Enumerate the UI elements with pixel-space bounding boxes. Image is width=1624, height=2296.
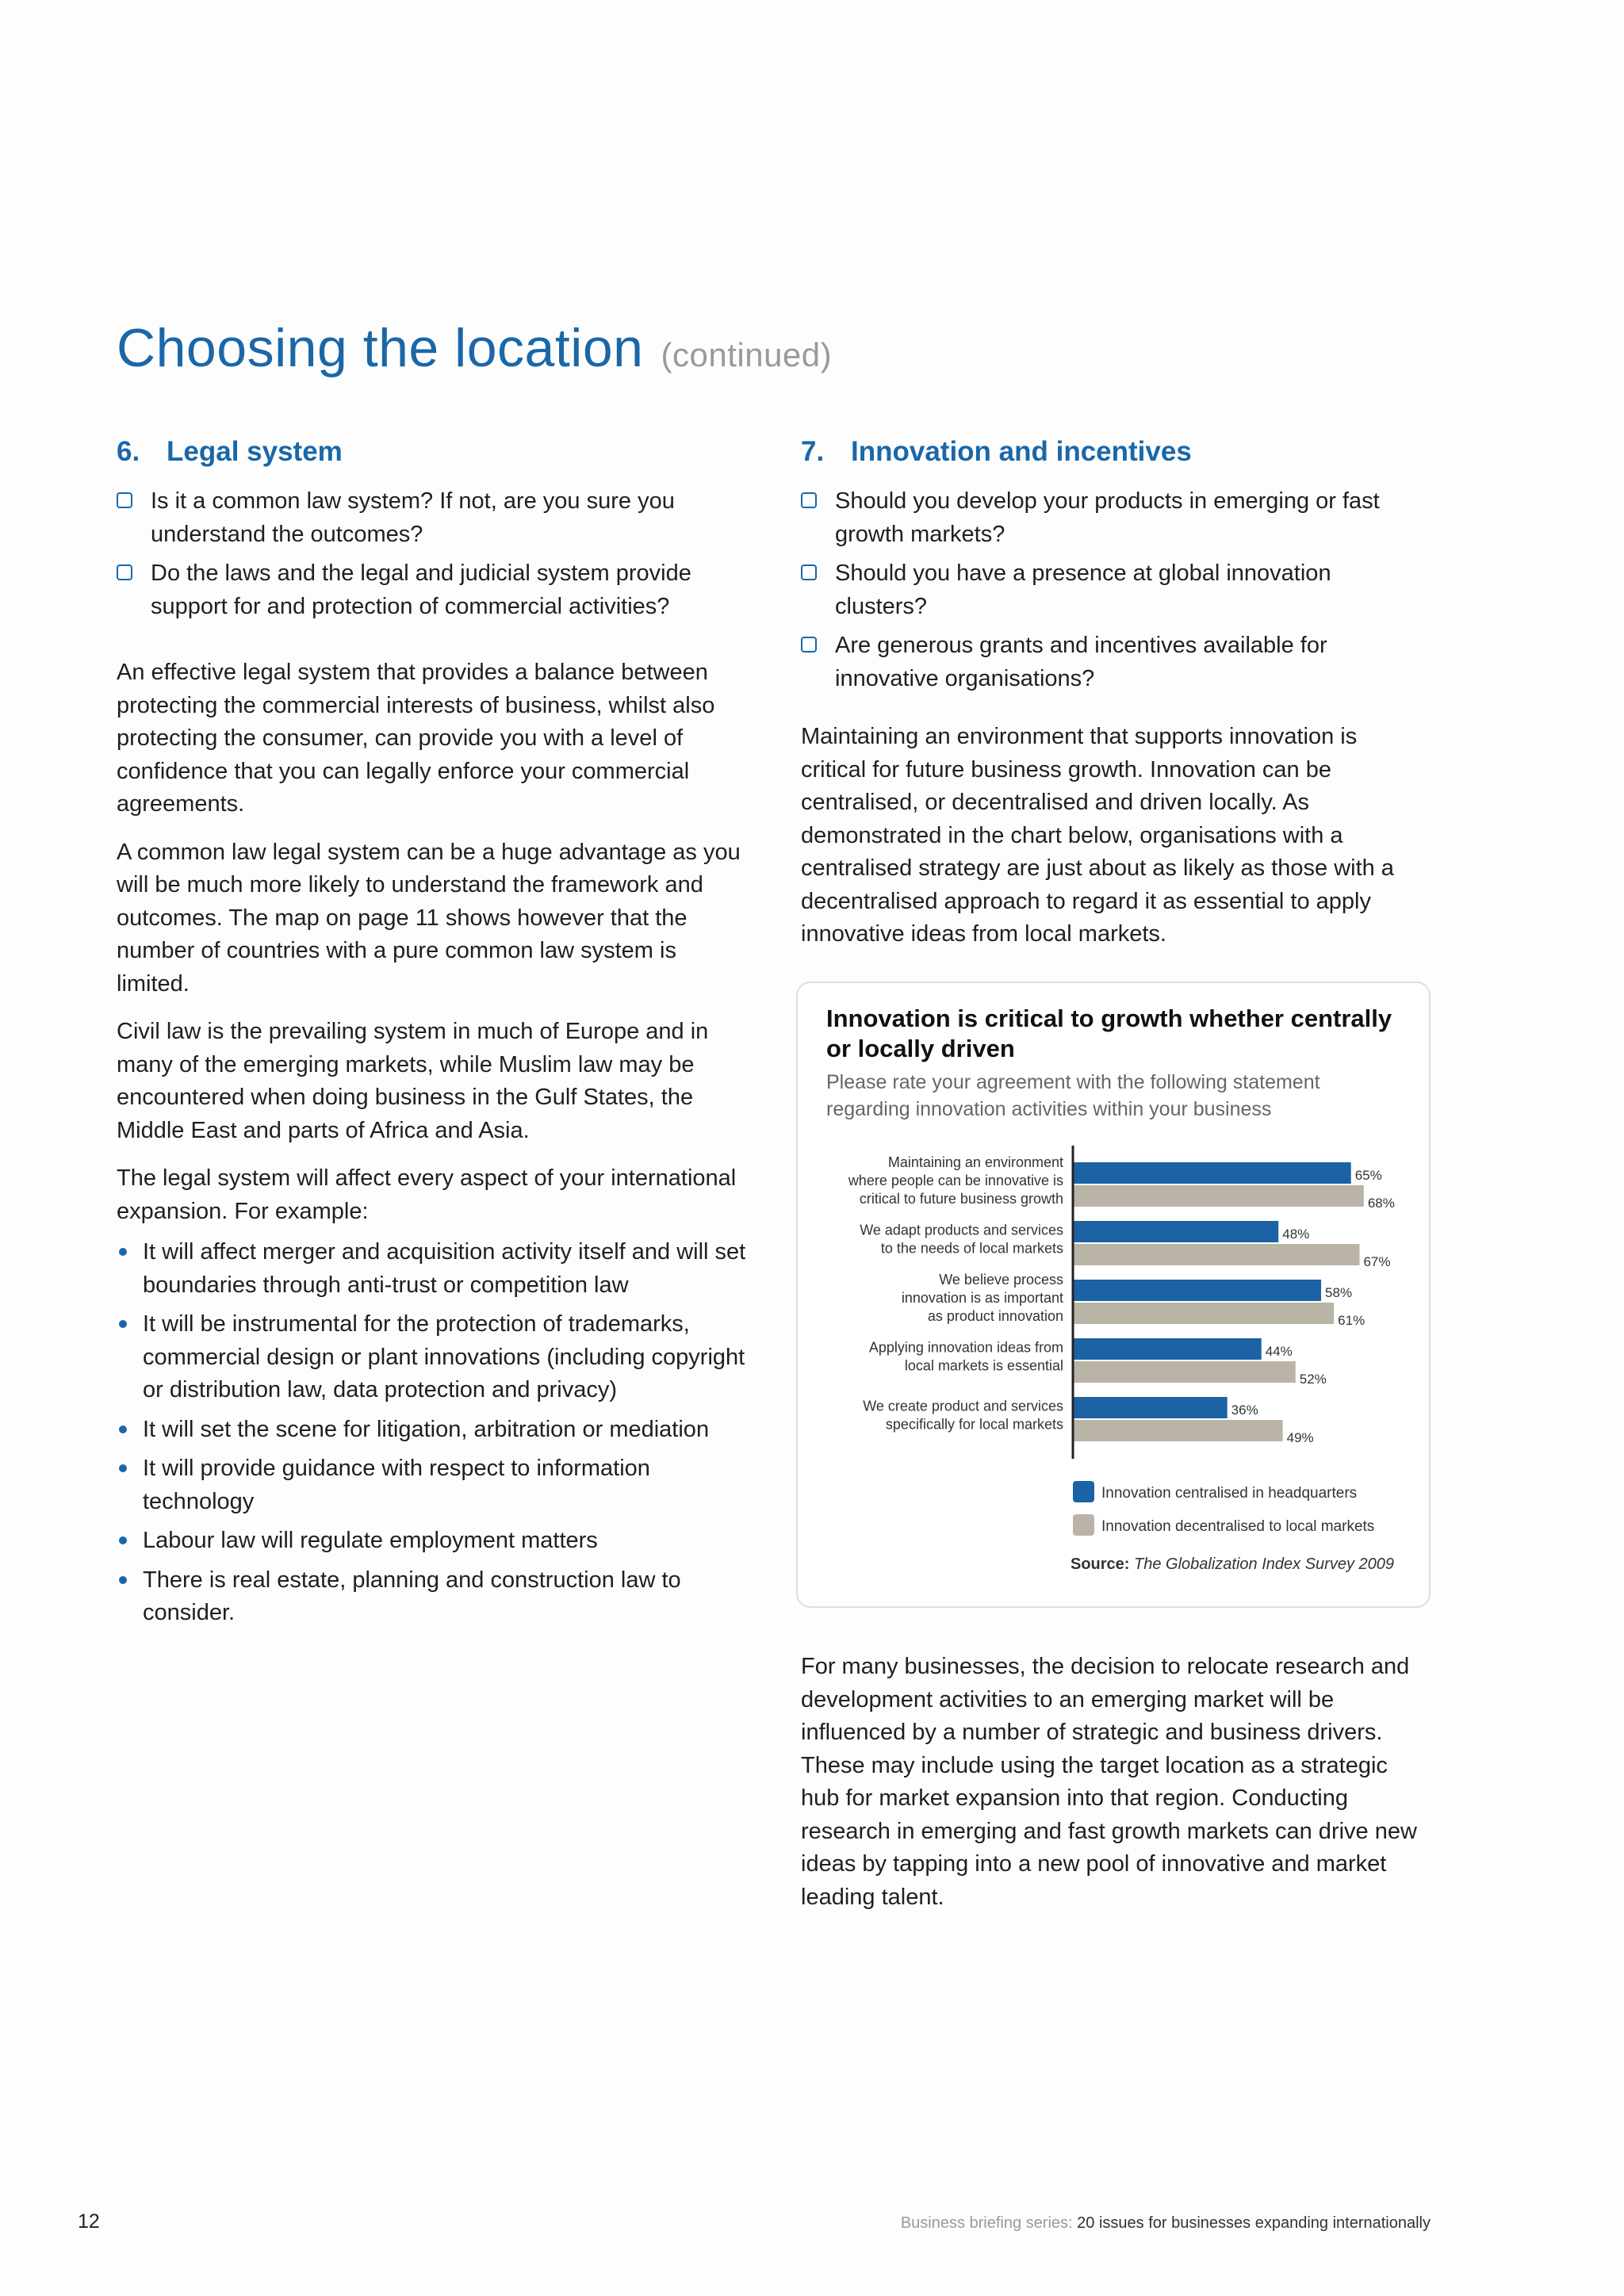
bullet-item [117, 1414, 751, 1447]
data-label: 58% [1325, 1285, 1353, 1300]
category-label: local markets is essential [904, 1357, 1063, 1374]
checklist-item [117, 485, 751, 551]
checkbox-icon[interactable] [801, 492, 817, 508]
data-label: 65% [1354, 1168, 1382, 1183]
checklist-item-text: Is it a common law system? If not, are you sure you understand the outcomes? [151, 488, 675, 547]
legend-swatch [1073, 1514, 1094, 1536]
bullet-dot-icon [119, 1425, 127, 1433]
source-text: The Globalization Index Survey 2009 [1134, 1556, 1395, 1573]
data-label: 36% [1231, 1402, 1258, 1418]
category-label: specifically for local markets [885, 1416, 1063, 1433]
body-paragraph: A common law legal system can be a huge advantage as you will be much more likely to understand the framework and outcomes. The map on page 11 shows however that the number of countries with a pure common law system is limited. [117, 839, 741, 997]
footer-prefix: Business briefing series: [900, 2214, 1073, 2232]
bullet-dot-icon [119, 1576, 127, 1584]
section-number: 7. [801, 436, 825, 467]
bar-centralised [1074, 1397, 1228, 1418]
data-label: 48% [1282, 1226, 1310, 1242]
bar-decentralised [1074, 1185, 1364, 1207]
checklist-item [117, 557, 751, 623]
checklist-item [801, 629, 1419, 695]
chart-subtitle: Please rate your agreement with the following statement regarding innovation activities within your business [826, 1071, 1320, 1120]
data-label: 49% [1286, 1430, 1314, 1445]
chart-title: Innovation is critical to growth whether centrally or locally driven [826, 1004, 1392, 1062]
category-label: innovation is as important [901, 1290, 1063, 1306]
bullet-item [117, 1236, 751, 1302]
bullet-item [117, 1452, 751, 1518]
section-number: 6. [117, 436, 140, 467]
left-column [117, 433, 751, 1636]
page-title-suffix: (continued) [661, 336, 833, 373]
closing-paragraph: For many businesses, the decision to relocate research and development activities to an emerging market will be influenced by a number of strategic and business drivers. These may include using the target location as a strategic hub for market expansion into that region. Conducting research in emerging and fast growth markets can drive new ideas by tapping into a new pool of innovative and market leading talent. [801, 1654, 1417, 1910]
category-label: to the needs of local markets [880, 1240, 1063, 1257]
bar-centralised [1074, 1280, 1321, 1301]
body-paragraph: Maintaining an environment that supports innovation is critical for future business growth. Innovation can be centralised, or decentralised and driven locally. As demonstrated in the chart below, organisations with a centralised strategy are just about as likely as those with a decentralised approach to regard it as essential to apply innovative ideas from local markets. [801, 724, 1394, 947]
innovation-heading [801, 433, 1419, 471]
checkbox-icon[interactable] [801, 637, 817, 652]
bar-decentralised [1074, 1361, 1296, 1383]
bar-centralised [1074, 1162, 1351, 1184]
checklist-item-text: Should you develop your products in emerging or fast growth markets? [835, 488, 1380, 547]
footer-text: 20 issues for businesses expanding internationally [1077, 2214, 1431, 2232]
bar-centralised [1074, 1221, 1278, 1242]
body-paragraph: An effective legal system that provides a balance between protecting the commercial interests of business, whilst also protecting the consumer, can provide you with a level of confidence that you can legally enforce your commercial agreements. [117, 660, 715, 817]
checkbox-icon[interactable] [117, 564, 132, 580]
body-paragraph: The legal system will affect every aspect of your international expansion. For example: [117, 1165, 737, 1224]
category-label: as product innovation [927, 1308, 1063, 1324]
category-label: Applying innovation ideas from [868, 1339, 1063, 1356]
page-number: 12 [78, 2210, 100, 2233]
category-label: critical to future business growth [859, 1191, 1063, 1207]
category-label: where people can be innovative is [848, 1173, 1063, 1188]
checkbox-icon[interactable] [117, 492, 132, 508]
data-label: 67% [1363, 1254, 1391, 1269]
body-paragraph: Civil law is the prevailing system in much of Europe and in many of the emerging markets, while Muslim law may be encountered when doing business in the Gulf States, the Middle East and parts of Africa and Asia. [117, 1019, 709, 1143]
innovation-chart [796, 982, 1431, 1608]
section-title: Innovation and incentives [851, 436, 1192, 467]
data-label: 61% [1338, 1313, 1365, 1328]
legal-checklist [117, 485, 751, 623]
bullet-text: There is real estate, planning and construction law to consider. [143, 1567, 681, 1625]
bar-centralised [1074, 1338, 1262, 1360]
bar-decentralised [1074, 1244, 1359, 1265]
legal-bullet-list [117, 1236, 751, 1630]
legend-label: Innovation centralised in headquarters [1101, 1485, 1358, 1502]
checklist-item [801, 557, 1419, 623]
bullet-item [117, 1308, 751, 1407]
category-label: We believe process [939, 1272, 1063, 1288]
legend-swatch [1073, 1481, 1094, 1502]
right-column [801, 433, 1419, 966]
category-label: We adapt products and services [860, 1222, 1063, 1238]
bullet-dot-icon [119, 1320, 127, 1328]
checklist-item-text: Do the laws and the legal and judicial system provide support for and protection of commercial activities? [151, 561, 691, 619]
checkbox-icon[interactable] [801, 564, 817, 580]
legal-system-heading [117, 433, 751, 471]
source-label: Source: [1071, 1556, 1130, 1573]
bullet-dot-icon [119, 1536, 127, 1544]
section-title: Legal system [167, 436, 343, 467]
bullet-dot-icon [119, 1248, 127, 1256]
footer-series [901, 2214, 1431, 2233]
checklist-item [801, 485, 1419, 551]
data-label: 44% [1265, 1344, 1293, 1359]
bullet-text: It will set the scene for litigation, arbitration or mediation [143, 1416, 710, 1442]
innovation-checklist [801, 485, 1419, 695]
data-label: 52% [1299, 1372, 1327, 1387]
bar-chart-plot [798, 983, 1432, 1609]
category-label: Maintaining an environment [887, 1154, 1063, 1170]
bar-decentralised [1074, 1420, 1283, 1441]
bullet-item [117, 1525, 751, 1558]
data-label: 68% [1367, 1196, 1395, 1211]
bar-decentralised [1074, 1303, 1334, 1324]
bullet-dot-icon [119, 1464, 127, 1472]
category-label: We create product and services [863, 1398, 1063, 1414]
checklist-item-text: Are generous grants and incentives available for innovative organisations? [835, 633, 1327, 691]
bullet-text: It will affect merger and acquisition activity itself and will set boundaries through anti-trust or competition law [143, 1239, 746, 1298]
bullet-item [117, 1564, 751, 1630]
page-title [117, 317, 832, 379]
bullet-text: Labour law will regulate employment matters [143, 1528, 598, 1553]
legend-label: Innovation decentralised to local markets [1101, 1518, 1375, 1535]
page-title-main: Choosing the location [117, 318, 644, 378]
checklist-item-text: Should you have a presence at global innovation clusters? [835, 561, 1331, 619]
bullet-text: It will be instrumental for the protection of trademarks, commercial design or plant innovations (including copyright or distribution law, data protection and privacy) [143, 1311, 745, 1402]
chart-source [1071, 1556, 1394, 1574]
bullet-text: It will provide guidance with respect to information technology [143, 1456, 650, 1514]
